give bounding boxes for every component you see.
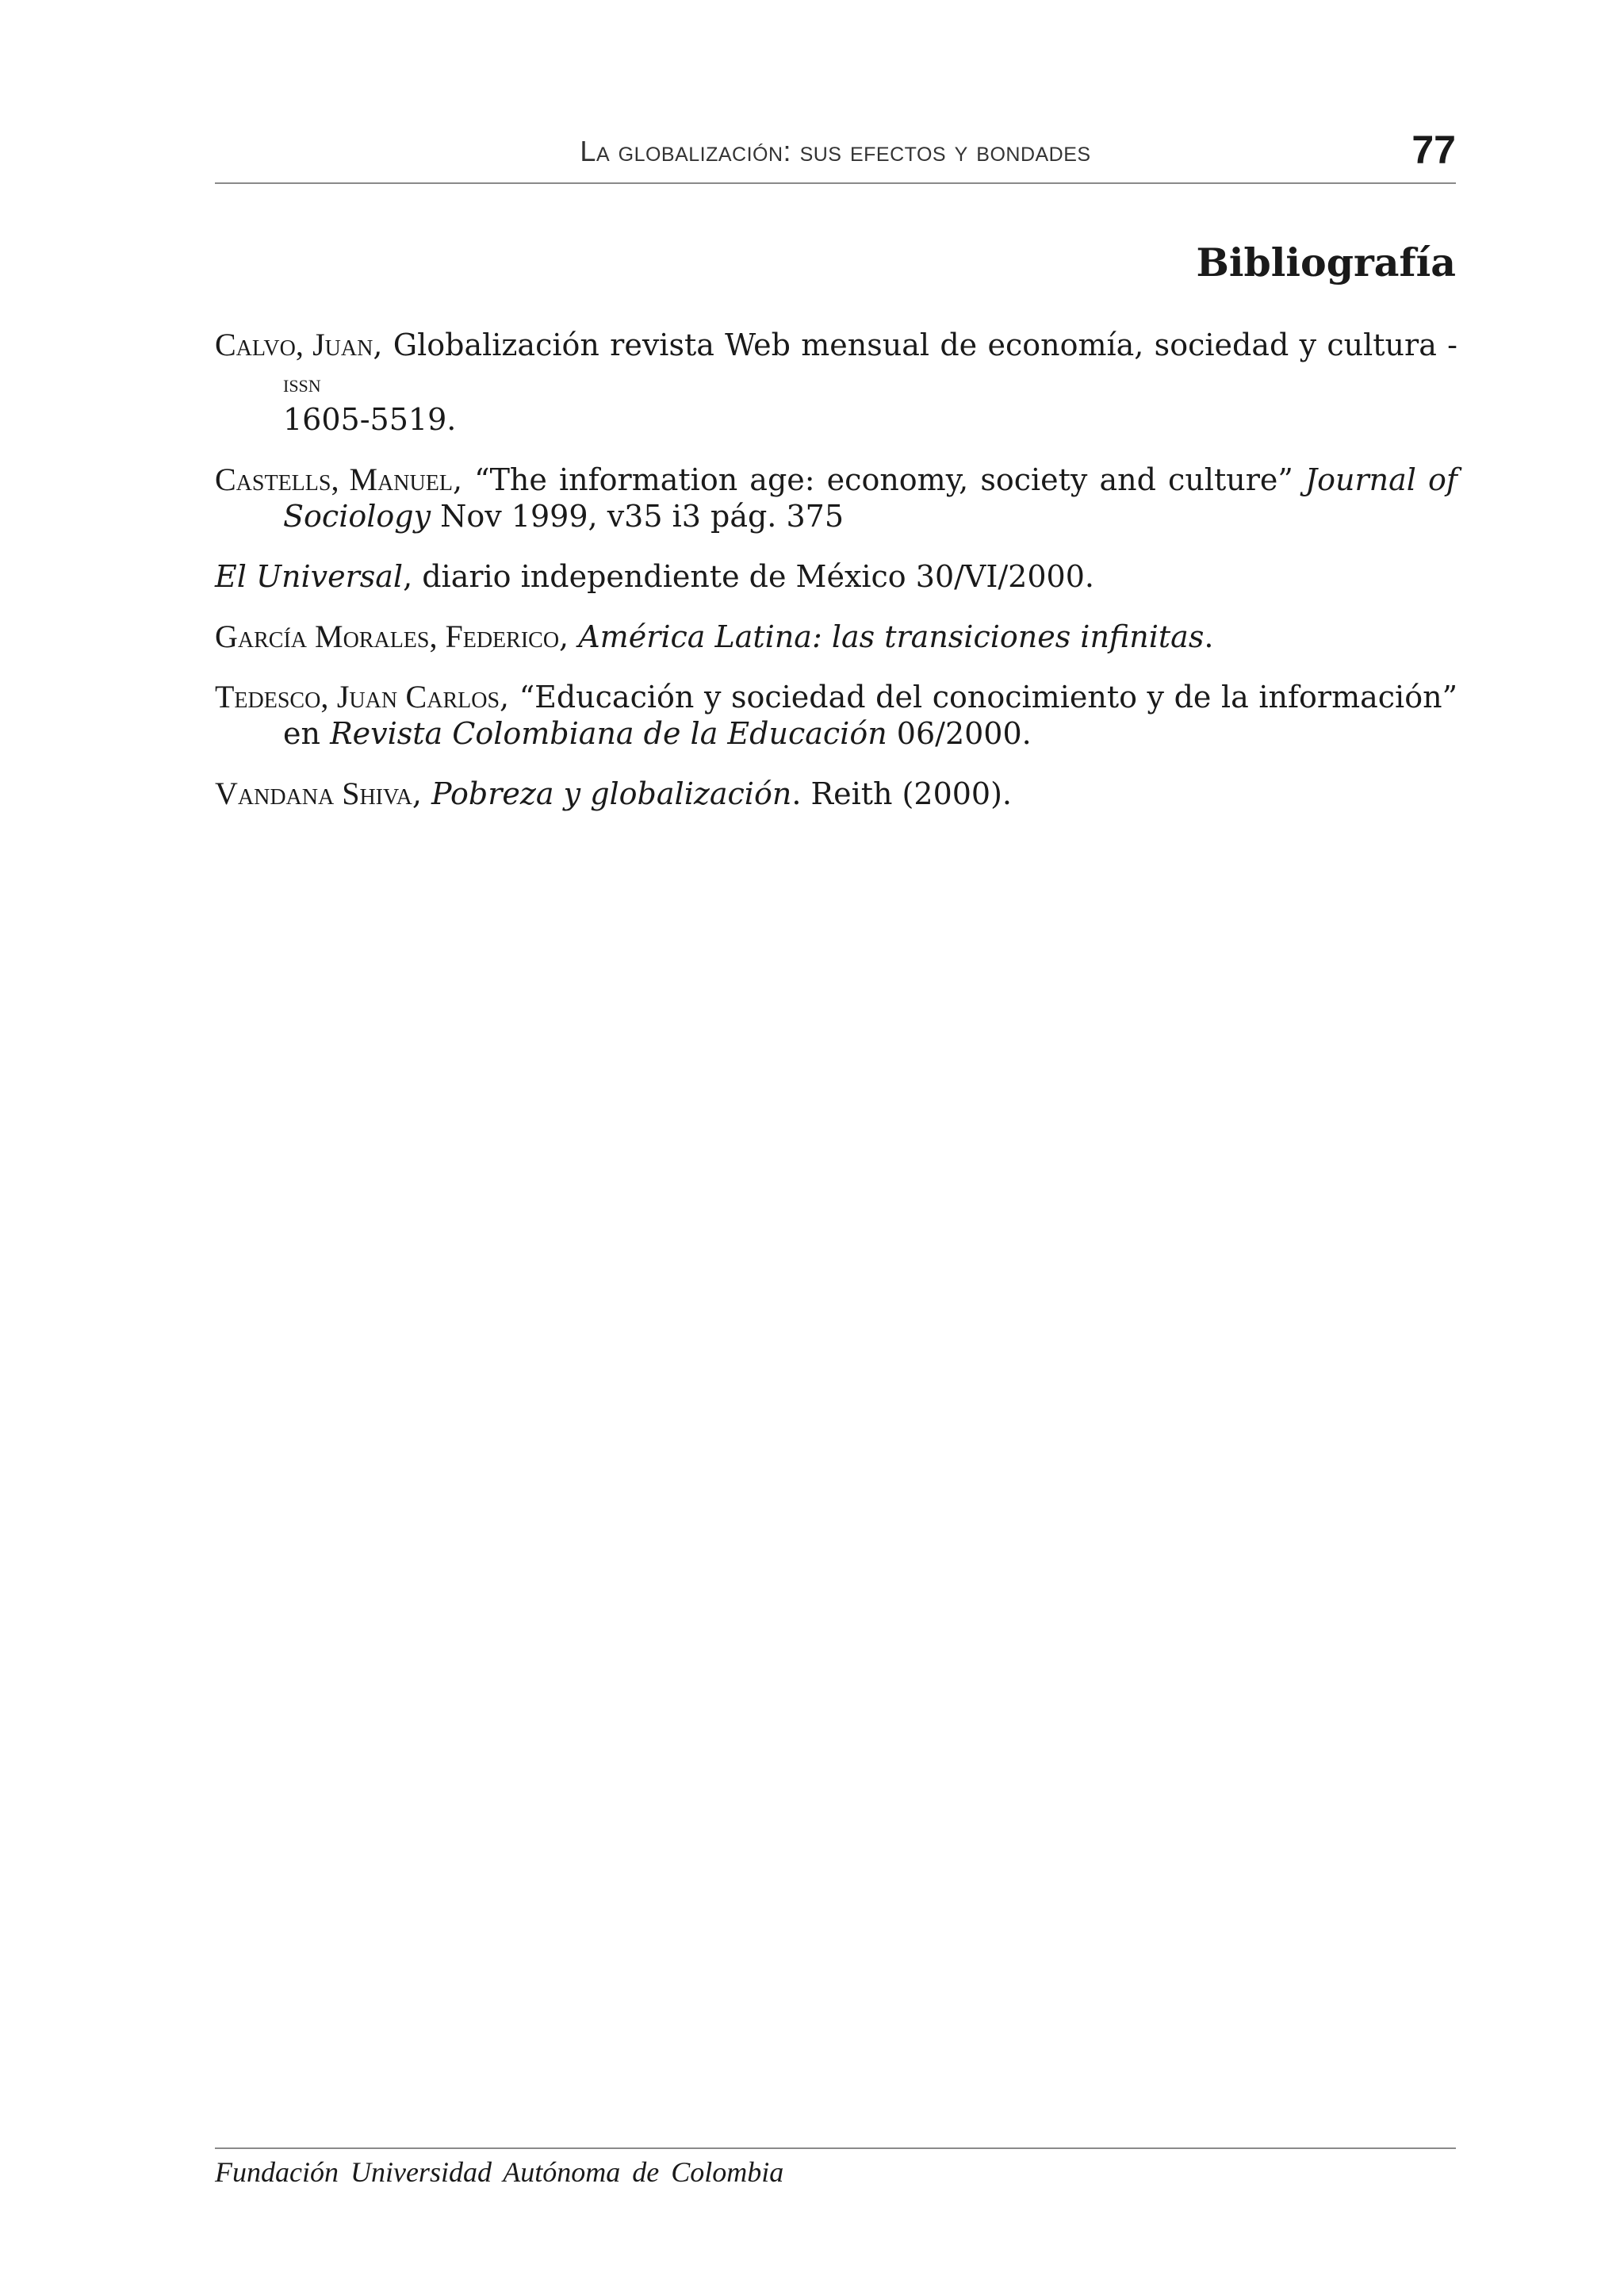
entry-title: Revista Colombiana de la Educación (330, 716, 887, 751)
page-number: 77 (1411, 128, 1456, 172)
entry-rest: . (1204, 619, 1214, 654)
entry-author: Castells, Manuel (215, 462, 453, 497)
bibliography-entry: Calvo, Juan, Globalización revista Web mensual de economía, sociedad y cultura - issn 1605-5519. (215, 327, 1457, 437)
entry-rest: diario independiente de México 30/VI/2000. (422, 559, 1094, 594)
footer-publisher: Fundación Universidad Autónoma de Colombia (215, 2156, 784, 2188)
bibliography-entry: El Universal, diario independiente de México 30/VI/2000. (215, 559, 1094, 594)
footer-divider (215, 2147, 1456, 2149)
entry-author: Tedesco, Juan Carlos (215, 679, 500, 715)
entry-title: Pobreza y globalización (431, 776, 792, 811)
entry-title: América Latina: las transiciones infinitas (578, 619, 1205, 654)
entry-text: Globalización revista Web mensual de economía, sociedad y cultura - (393, 328, 1457, 362)
entry-rest: Reith (2000). (810, 776, 1012, 811)
entry-author: Vandana Shiva (215, 776, 412, 811)
entry-title: El Universal (215, 559, 404, 594)
entry-title: Journal of Sociology (283, 462, 1457, 534)
entry-issn-label: issn (283, 369, 321, 397)
entry-rest: Nov 1999, v35 i3 pág. 375 (440, 499, 844, 534)
entry-text: “Educación y sociedad del conocimiento y de la información” en (283, 680, 1457, 751)
entry-continuation: 1605-5519. (283, 402, 457, 437)
entry-rest: 06/2000. (896, 716, 1032, 751)
running-title: La globalización: sus efectos y bondades (580, 135, 1091, 167)
entry-text: “The information age: economy, society and culture” (474, 462, 1293, 497)
bibliography-entry: Tedesco, Juan Carlos, “Educación y sociedad del conocimiento y de la información” en Revista Colombiana de la Educación 06/2000. (215, 679, 1457, 751)
entry-author: García Morales, Federico (215, 619, 560, 654)
bibliography-entry: Vandana Shiva, Pobreza y globalización. Reith (2000). (215, 776, 1012, 811)
bibliography-entry: García Morales, Federico, América Latina: las transiciones infinitas. (215, 619, 1214, 654)
bibliography-list (215, 327, 1457, 836)
section-heading: Bibliografía (1196, 239, 1456, 285)
bibliography-entry: Castells, Manuel, “The information age: economy, society and culture” Journal of Sociology Nov 1999, v35 i3 pág. 375 (215, 462, 1457, 534)
entry-author: Calvo, Juan (215, 327, 373, 362)
running-header (215, 127, 1456, 184)
